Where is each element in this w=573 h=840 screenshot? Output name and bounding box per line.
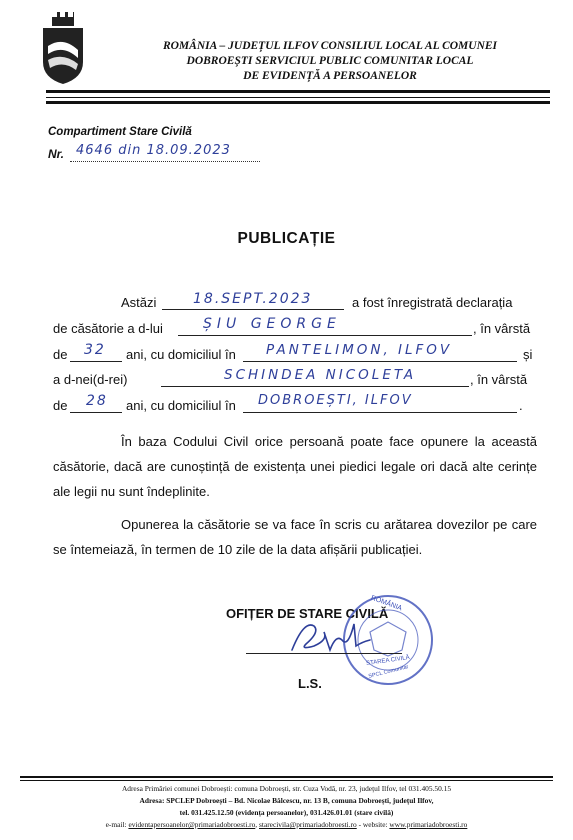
groom-residence-label: ani, cu domiciliul în — [126, 347, 236, 362]
marriage-label: de căsătorie a d-lui — [53, 321, 163, 336]
stamp-text-middle: STAREA CIVILĂ — [365, 654, 411, 668]
footer-contact — [0, 820, 573, 829]
procedure-paragraph: Opunerea la căsătorie se va face în scris cu arătarea dovezilor pe care se întemeiază, în termen de 10 zile de la data afișării publicației. — [53, 517, 537, 557]
bride-age-label: , în vârstă — [470, 372, 528, 387]
website-link[interactable]: www.primariadobroesti.ro — [389, 820, 468, 829]
officer-title: OFIȚER DE STARE CIVILĂ — [226, 606, 389, 621]
footer-town-hall-address: Adresa Primăriei comunei Dobroești: comuna Dobroești, str. Cuza Vodă, nr. 23, județul Ilfov, tel 031.405.50.15 — [121, 784, 452, 793]
today-label: Astăzi — [121, 295, 157, 310]
declaration-date: 18.SEPT.2023 — [193, 291, 313, 307]
groom-age-label: , în vârstă — [473, 321, 531, 336]
registration-underline — [70, 161, 260, 162]
groom-name: ȘIU GEORGE — [203, 316, 341, 332]
header-line-1: ROMÂNIA – JUDEȚUL ILFOV CONSILIUL LOCAL AL COMUNEI — [162, 40, 498, 52]
residence-end-dot: . — [519, 398, 523, 413]
footer-phones: tel. 031.425.12.50 (evidența persoanelor), 031.426.01.01 (stare civilă) — [179, 808, 394, 817]
bride-label: a d-nei(d-rei) — [53, 372, 128, 387]
email-separator: , — [255, 820, 258, 829]
bride-residence: DOBROEȘTI, ILFOV — [258, 393, 413, 408]
coat-of-arms-logo — [40, 12, 86, 84]
groom-residence-underline — [243, 361, 517, 362]
groom-residence: PANTELIMON, ILFOV — [266, 342, 453, 358]
email-evidenta-link[interactable]: evidentapersoanelor@primariadobroesti.ro — [128, 820, 256, 829]
bride-age: 28 — [86, 393, 108, 409]
groom-age-underline — [70, 361, 122, 362]
bride-residence-underline — [243, 412, 517, 413]
date-underline — [162, 309, 344, 310]
website-label: - website: — [358, 820, 388, 829]
opposition-paragraph: În baza Codului Civil orice persoană poate face opunere la această căsătorie, dacă are cunoștință de existența unei piedici legale ori dacă alte cerințe ale legii nu sunt îndeplinite. — [53, 434, 537, 499]
email-stare-civila-link[interactable]: starecivila@primariadobroesti.ro — [259, 820, 357, 829]
bride-age-underline — [70, 412, 122, 413]
seal-label: L.S. — [298, 676, 322, 691]
groom-age: 32 — [84, 342, 106, 358]
department-label: Compartiment Stare Civilă — [48, 126, 192, 138]
header-rule-thick-2 — [46, 101, 550, 104]
footer-rule-thin — [20, 780, 553, 781]
and-label: și — [523, 347, 533, 362]
registration-number-label: Nr. — [48, 147, 65, 161]
bride-name-underline — [161, 386, 469, 387]
stamp-text-bottom: SPCL Comunitar — [367, 664, 410, 680]
signature-line — [246, 653, 402, 654]
header-line-2: DOBROEȘTI SERVICIUL PUBLIC COMUNITAR LOCAL — [186, 55, 474, 67]
groom-de-label: de — [53, 347, 68, 362]
header-rule-thin — [46, 97, 550, 98]
bride-name: SCHINDEA NICOLETA — [224, 367, 417, 383]
registration-number-value: 4646 din 18.09.2023 — [76, 143, 231, 158]
institution-header — [120, 39, 540, 84]
header-line-3: DE EVIDENȚĂ A PERSOANELOR — [243, 70, 417, 82]
stamp-text-top: ROMÂNIA — [369, 594, 403, 613]
footer-spclep-address: Adresa: SPCLEP Dobroești – Bd. Nicolae Bălcescu, nr. 13 B, comuna Dobroești, județul Ilfov, — [139, 796, 434, 805]
email-label: e-mail: — [105, 820, 127, 829]
groom-name-underline — [178, 335, 472, 336]
registered-text: a fost înregistrată declarația — [352, 295, 513, 310]
page-title: PUBLICAȚIE — [237, 230, 336, 247]
header-rule-thick — [46, 90, 550, 93]
footer-rule-thick — [20, 776, 553, 778]
bride-de-label: de — [53, 398, 68, 413]
bride-residence-label: ani, cu domiciliul în — [126, 398, 236, 413]
